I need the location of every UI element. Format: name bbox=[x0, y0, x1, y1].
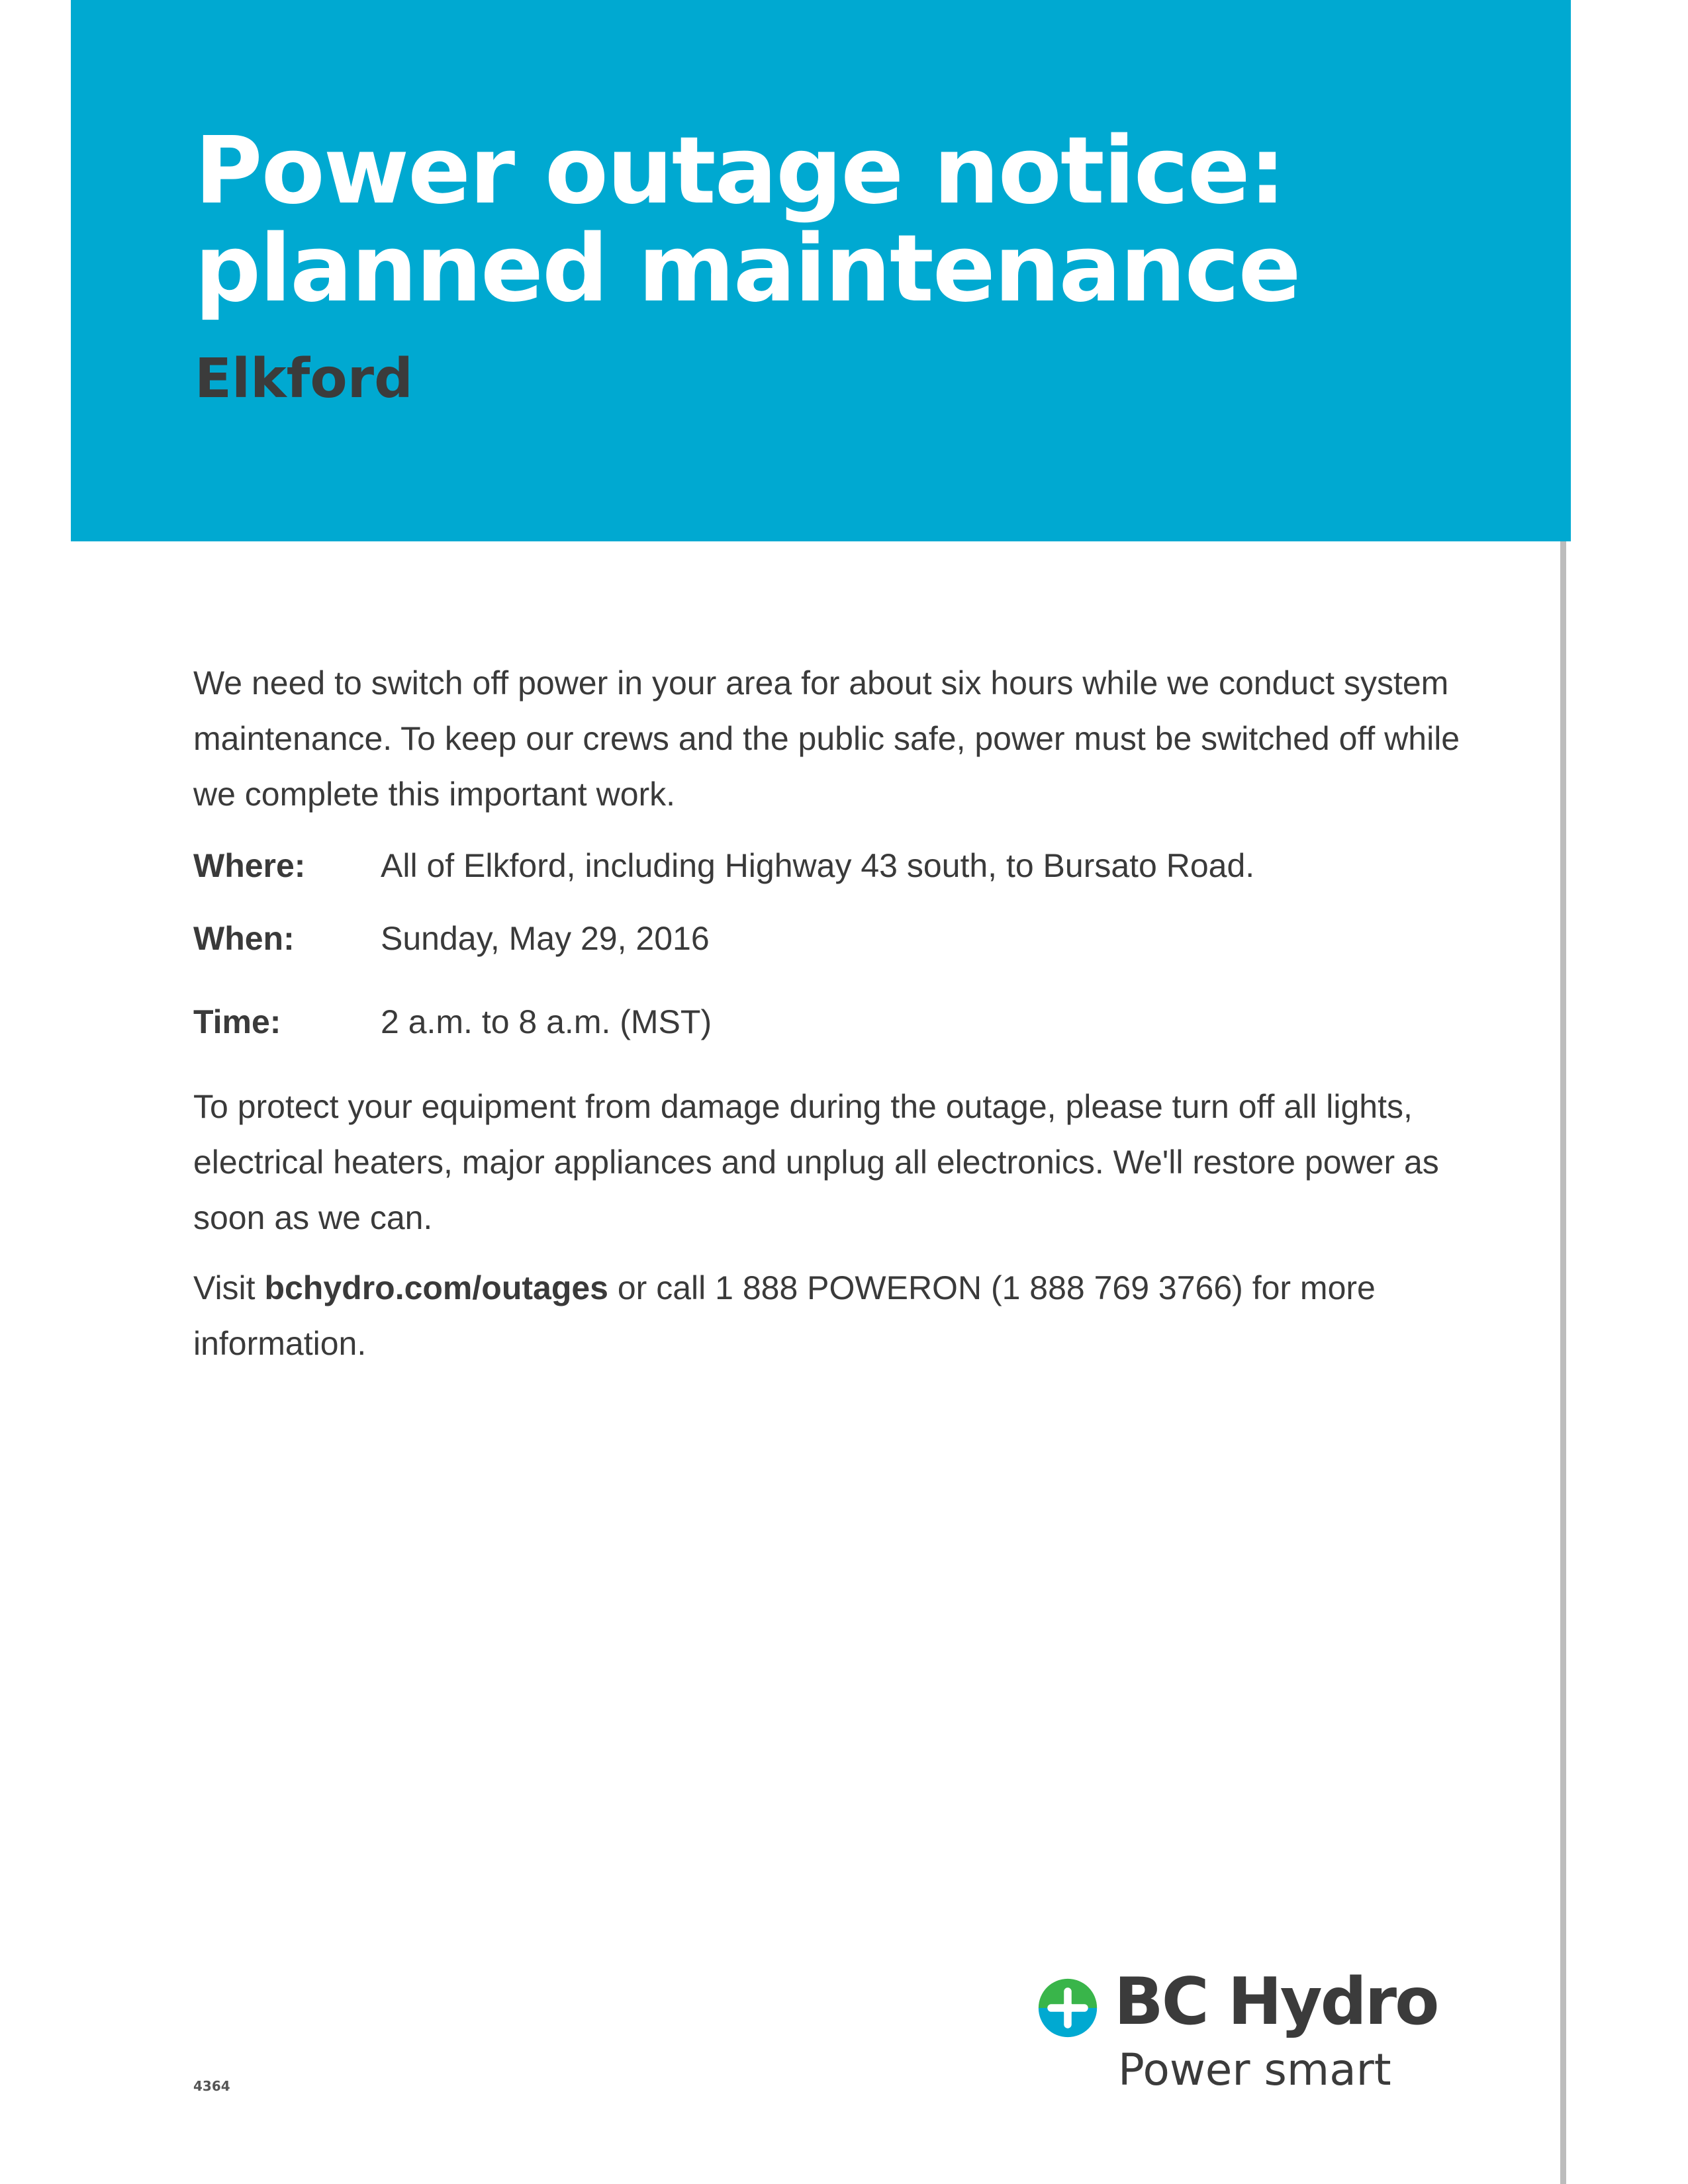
when-label: When: bbox=[193, 920, 295, 957]
document-code: 4364 bbox=[193, 2078, 230, 2094]
brand-tagline: Power smart bbox=[1118, 2044, 1391, 2095]
contact-suffix: or call 1 888 POWERON (1 888 769 3766) for more information. bbox=[193, 1269, 1376, 1362]
when-row bbox=[193, 911, 1464, 994]
page-title bbox=[195, 117, 1300, 323]
contact-prefix: Visit bbox=[193, 1269, 265, 1306]
brand-name: BC Hydro bbox=[1114, 1964, 1438, 2040]
page-edge bbox=[1560, 541, 1566, 2184]
protect-paragraph: To protect your equipment from damage during the outage, please turn off all lights, electrical heaters, major appliances and unplug all electronics. We'll restore power as soon as we can. bbox=[193, 1088, 1439, 1236]
bc-hydro-logo bbox=[1036, 1964, 1446, 2111]
title-line-1: Power outage notice: bbox=[195, 117, 1285, 225]
contact-paragraph bbox=[193, 1260, 1464, 1371]
notice-body bbox=[193, 655, 1464, 1371]
time-label: Time: bbox=[193, 1003, 281, 1040]
title-line-2: planned maintenance bbox=[195, 215, 1300, 323]
outages-link[interactable]: bchydro.com/outages bbox=[264, 1269, 608, 1306]
when-value: Sunday, May 29, 2016 bbox=[381, 920, 710, 957]
intro-paragraph: We need to switch off power in your area for about six hours while we conduct system maintenance. To keep our crews and the public safe, power must be switched off while we complete this important work. bbox=[193, 664, 1460, 813]
notice-header bbox=[71, 0, 1571, 541]
time-value: 2 a.m. to 8 a.m. (MST) bbox=[381, 1003, 712, 1040]
where-row bbox=[193, 838, 1464, 911]
time-row bbox=[193, 994, 1464, 1079]
location-subtitle: Elkford bbox=[195, 347, 413, 410]
where-value: All of Elkford, including Highway 43 south, to Bursato Road. bbox=[381, 847, 1255, 884]
where-label: Where: bbox=[193, 847, 306, 884]
bc-hydro-logo-icon bbox=[1036, 1976, 1100, 2040]
